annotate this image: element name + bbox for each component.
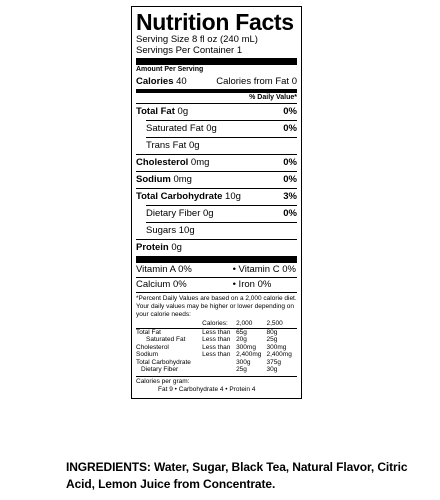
dv-cell: Total Fat	[136, 328, 161, 336]
nutrient-amount: 0g	[171, 242, 182, 253]
divider-thick	[136, 58, 297, 65]
dv-cell: 2,000	[236, 320, 266, 328]
divider-thick	[136, 256, 297, 263]
nutrient-amount: 0g	[177, 106, 189, 117]
dv-cell: 25g	[236, 366, 247, 373]
dv-cell: 300mg	[266, 343, 287, 351]
dv-cell: Less than	[202, 328, 231, 336]
nutrition-facts-label	[131, 6, 302, 399]
dv-cell	[136, 320, 202, 328]
dv-cell: 300g	[236, 358, 251, 366]
nutrient-label: Trans Fat	[146, 140, 187, 151]
dv-cell: 300mg	[236, 343, 256, 351]
table-row	[136, 344, 297, 352]
label-title: Nutrition Facts	[136, 9, 294, 35]
dv-cell: 2,400mg	[236, 351, 262, 358]
nutrient-amount: 10g	[225, 191, 241, 202]
table-row	[136, 336, 297, 344]
table-row	[136, 359, 297, 367]
nutrient-row-total-carbohydrate	[136, 188, 297, 205]
dv-cell: Dietary Fiber	[141, 366, 179, 373]
nutrient-dv: 3%	[283, 191, 297, 202]
dv-cell: 375g	[266, 358, 281, 366]
nutrient-row-saturated-fat	[146, 120, 297, 137]
nutrient-label: Total Fat	[136, 106, 175, 117]
dv-cell: 2,500	[267, 320, 297, 328]
nutrient-row-protein	[136, 239, 297, 256]
calories-row	[136, 75, 297, 89]
nutrient-row-trans-fat	[146, 137, 297, 154]
dv-cell: Sodium	[136, 351, 159, 358]
nutrient-label: Dietary Fiber	[146, 208, 201, 219]
nutrient-amount: 0g	[188, 140, 200, 151]
nutrient-row-cholesterol	[136, 154, 297, 171]
dv-cell: 65g	[236, 328, 247, 336]
dv-cell: 2,400mg	[266, 351, 292, 358]
nutrient-dv: 0%	[283, 157, 297, 168]
dv-cell: 25g	[266, 336, 278, 343]
dv-cell: Calories:	[202, 320, 236, 328]
nutrient-amount: 0g	[203, 208, 214, 219]
vitamin-left: Vitamin A 0%	[136, 264, 192, 275]
dv-cell: 80g	[266, 328, 278, 336]
nutrient-dv: 0%	[283, 174, 297, 185]
nutrient-label: Cholesterol	[136, 157, 189, 168]
calories-from-fat: Calories from Fat 0	[216, 76, 297, 87]
nutrient-dv: 0%	[283, 106, 297, 117]
calories-value: 40	[176, 76, 187, 87]
daily-value-header: % Daily Value*	[249, 94, 297, 101]
table-row	[136, 328, 297, 336]
nutrient-dv: 0%	[283, 123, 297, 134]
amount-per-serving: Amount Per Serving	[136, 66, 204, 73]
vitamin-left: Calcium 0%	[136, 279, 187, 290]
nutrient-label: Sodium	[136, 174, 171, 185]
dv-cell: 20g	[236, 336, 247, 343]
dv-cell: Less than	[202, 336, 231, 343]
nutrient-label: Sugars	[146, 225, 177, 236]
nutrient-dv: 0%	[283, 208, 297, 219]
daily-value-table	[136, 320, 297, 374]
nutrient-amount: 0mg	[173, 174, 192, 185]
calories-label: Calories	[136, 76, 174, 87]
vitamin-right: • Iron 0%	[232, 279, 272, 290]
dv-cell: Total Carbohydrate	[136, 358, 191, 366]
vitamin-row	[136, 277, 297, 292]
nutrient-amount: 10g	[178, 225, 195, 236]
nutrient-label: Protein	[136, 242, 169, 253]
nutrient-amount: 0mg	[190, 157, 210, 168]
nutrient-label: Total Carbohydrate	[136, 191, 223, 202]
calories-per-gram-values: Fat 9 • Carbohydrate 4 • Protein 4	[158, 385, 256, 393]
serving-size: Serving Size 8 fl oz (240 mL)	[136, 34, 258, 45]
nutrient-label: Saturated Fat	[146, 123, 204, 134]
nutrient-row-sodium	[136, 171, 297, 188]
table-row	[136, 351, 297, 359]
nutrient-row-total-fat	[136, 103, 297, 120]
vitamin-row	[136, 263, 297, 277]
dv-cell: Less than	[202, 351, 231, 358]
dv-cell: 30g	[266, 366, 278, 373]
table-row	[136, 366, 297, 374]
nutrient-row-dietary-fiber	[146, 205, 297, 222]
servings-per-container: Servings Per Container 1	[136, 45, 243, 56]
dv-table-header	[136, 320, 297, 328]
dv-cell	[202, 359, 236, 367]
nutrient-row-sugars	[146, 222, 297, 239]
dv-cell: Saturated Fat	[146, 336, 186, 343]
daily-value-footnote: *Percent Daily Values are based on a 2,000 calorie diet. Your daily values may be higher or lower depending on your calorie needs:	[136, 295, 297, 318]
dv-cell	[202, 366, 236, 374]
divider-thin	[136, 292, 297, 293]
nutrient-amount: 0g	[206, 123, 217, 134]
dv-cell: Cholesterol	[136, 343, 169, 351]
vitamin-right: • Vitamin C 0%	[232, 264, 296, 275]
calories-per-gram-label: Calories per gram:	[136, 376, 297, 386]
dv-cell: Less than	[202, 343, 231, 351]
ingredients-text: INGREDIENTS: Water, Sugar, Black Tea, Natural Flavor, Citric Acid, Lemon Juice from Concentrate.	[66, 460, 408, 491]
